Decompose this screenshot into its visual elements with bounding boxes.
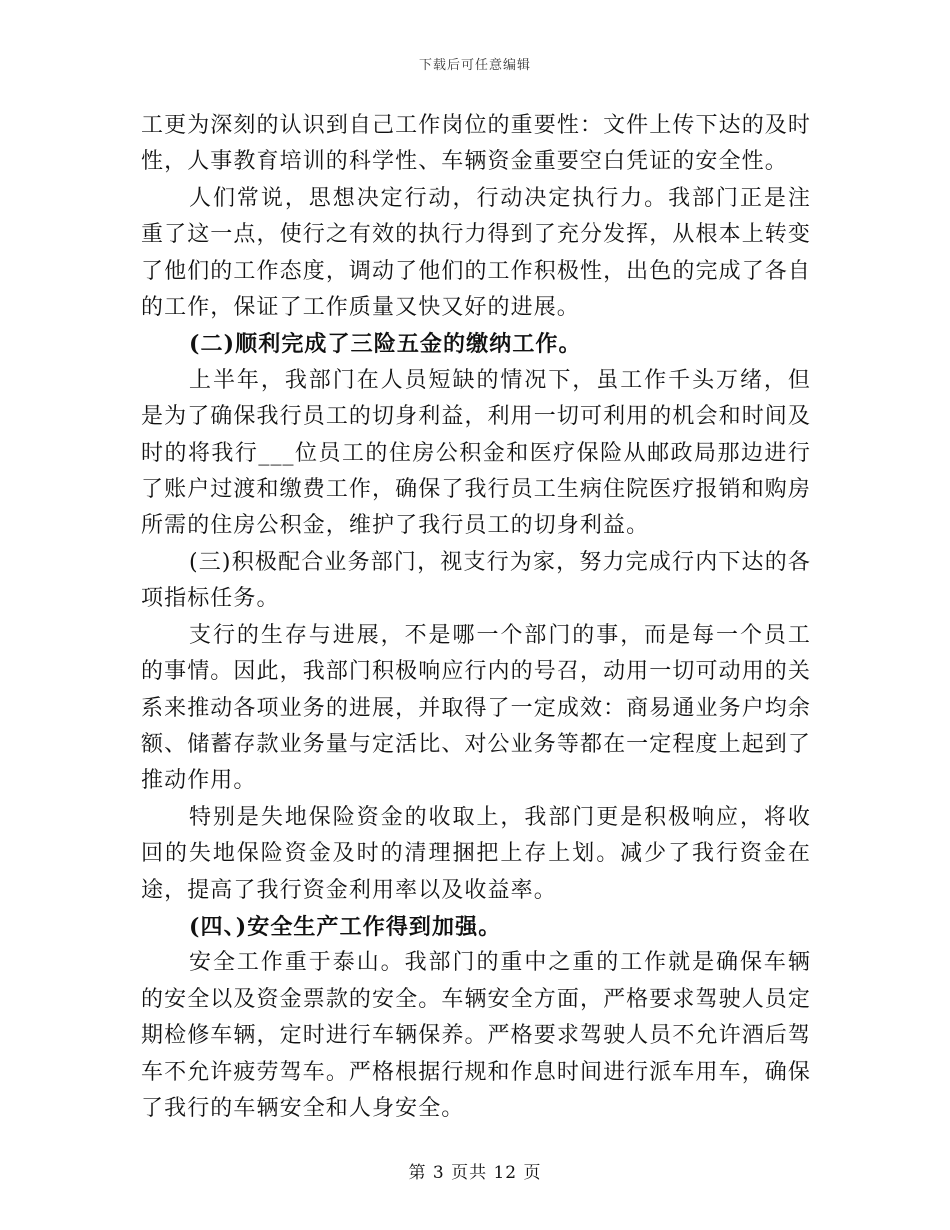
paragraph-funds: 特别是失地保险资金的收取上，我部门更是积极响应，将收回的失地保险资金及时的清理捆把上存上划。减少了我行资金在途，提高了我行资金利用率以及收益率。 bbox=[141, 804, 811, 903]
section-heading-4: (四、)安全生产工作得到加强。 bbox=[189, 913, 502, 940]
paragraph-safety: 安全工作重于泰山。我部门的重中之重的工作就是确保车辆的安全以及资金票款的安全。车辆安全方面，严格要求驾驶人员定期检修车辆，定时进行车辆保养。严格要求驾驶人员不允许酒后驾车不允许疲劳驾车。严格根据行规和作息时间进行派车用车，确保了我行的车辆安全和人身安全。 bbox=[141, 950, 811, 1121]
page-number: 第 3 页共 12 页 bbox=[408, 1163, 542, 1183]
section-heading-3: (三)积极配合业务部门，视支行为家，努力完成行内下达的各项指标任务。 bbox=[141, 549, 811, 612]
document-body bbox=[141, 108, 811, 1127]
page-header: 下载后可任意编辑 bbox=[418, 58, 531, 73]
section-heading-2: (二)顺利完成了三险五金的缴纳工作。 bbox=[189, 331, 582, 358]
paragraph-insurance: 上半年，我部门在人员短缺的情况下，虽工作千头万绪，但是为了确保我行员工的切身利益，利用一切可利用的机会和时间及时的将我行___位员工的住房公积金和医疗保险从邮政局那边进行了账户过渡和缴费工作，确保了我行员工生病住院医疗报销和购房所需的住房公积金，维护了我行员工的切身利益。 bbox=[141, 367, 811, 539]
paragraph-continuation: 工更为深刻的认识到自己工作岗位的重要性：文件上传下达的及时性，人事教育培训的科学性、车辆资金重要空白凭证的安全性。 bbox=[141, 113, 811, 175]
paragraph-business: 支行的生存与进展，不是哪一个部门的事，而是每一个员工的事情。因此，我部门积极响应行内的号召，动用一切可动用的关系来推动各项业务的进展，并取得了一定成效：商易通业务户均余额、储蓄存款业务量与定活比、对公业务等都在一定程度上起到了推动作用。 bbox=[141, 622, 811, 794]
paragraph-execution: 人们常说，思想决定行动，行动决定执行力。我部门正是注重了这一点，使行之有效的执行力得到了充分发挥，从根本上转变了他们的工作态度，调动了他们的工作积极性，出色的完成了各自的工作，保证了工作质量又快又好的进展。 bbox=[141, 185, 811, 321]
